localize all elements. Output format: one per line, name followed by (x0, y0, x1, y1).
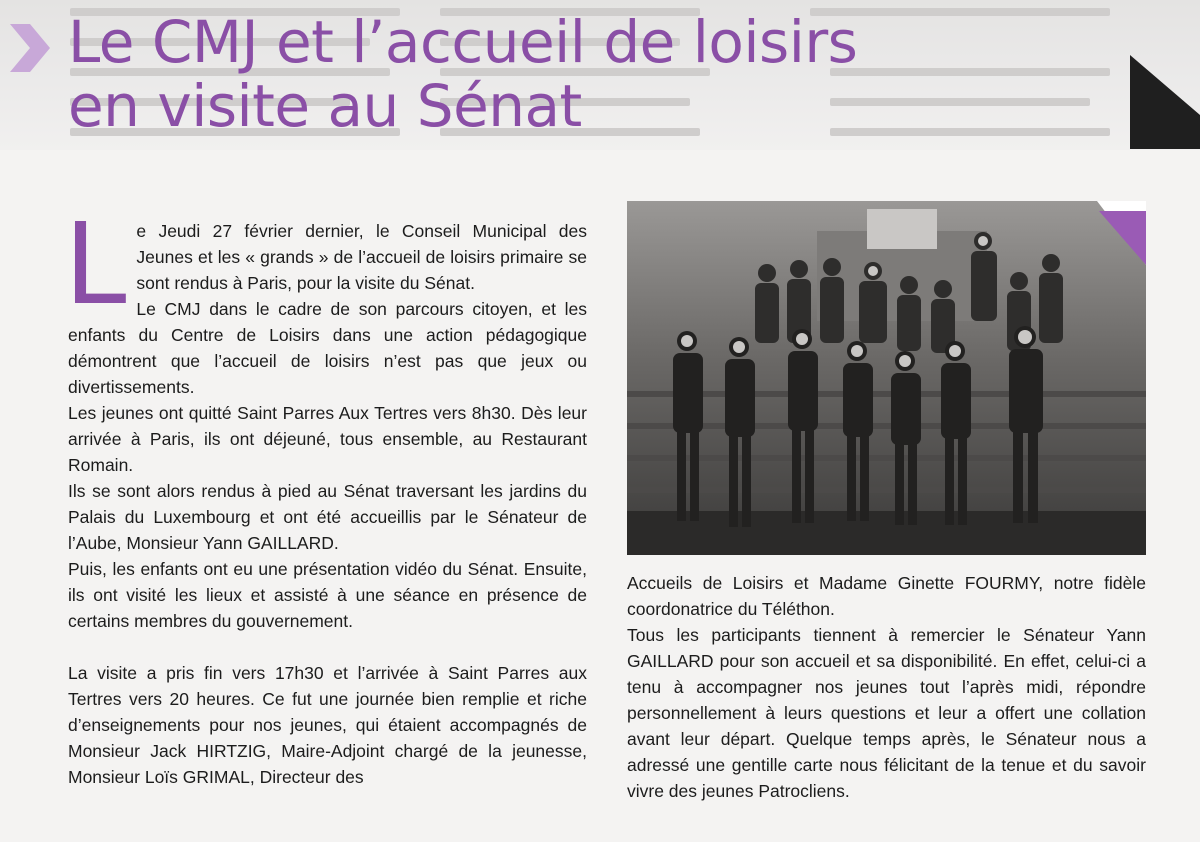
article-title (68, 10, 857, 138)
paragraph-gap (68, 634, 587, 660)
title-line-1: Le CMJ et l’accueil de loisirs (68, 8, 858, 76)
paragraph-4: Ils se sont alors rendus à pied au Sénat traversant les jardins du Palais du Luxembourg et ont été accueillis par le Sénateur de l’Aube, Monsieur Yann GAILLARD. (68, 481, 587, 553)
paragraph-3: Les jeunes ont quitté Saint Parres Aux Tertres vers 8h30. Dès leur arrivée à Paris, ils ont déjeuné, tous ensemble, au Restaurant Romain. (68, 403, 587, 475)
chevron-icon (10, 20, 50, 76)
paragraph-6: La visite a pris fin vers 17h30 et l’arrivée à Saint Parres aux Tertres vers 20 heures. Ce fut une journée bien remplie et riche d’enseignements pour nos jeunes, qui étaient accompagnés de Monsieur Jack HIRTZIG, Maire-Adjoint chargé de la jeunesse, Monsieur Loïs GRIMAL, Directeur des (68, 663, 587, 787)
corner-triangle-icon (1130, 55, 1200, 149)
paragraph-5: Puis, les enfants ont eu une présentation vidéo du Sénat. Ensuite, ils ont visité les lieux et assisté à une séance en présence de certains membres du gouvernement. (68, 559, 587, 631)
article-left-column (64, 200, 587, 790)
group-photo (627, 201, 1146, 555)
paragraph-1: e Jeudi 27 février dernier, le Conseil Municipal des Jeunes et les « grands » de l’accueil de loisirs primaire se sont rendus à Paris, pour la visite du Sénat. (136, 221, 587, 293)
paragraph-8: Tous les participants tiennent à remercier le Sénateur Yann GAILLARD pour son accueil et sa disponibilité. En effet, celui-ci a tenu à accompagner nos jeunes tout l’après midi, répondre personnellement à leurs questions et leur a offert une collation avant leur départ. Quelque temps après, le Sénateur nous a adressé une gentille carte nous félicitant de la tenue et du savoir vivre des jeunes Patrocliens. (627, 625, 1146, 801)
paragraph-7: Accueils de Loisirs et Madame Ginette FOURMY, notre fidèle coordonatrice du Téléthon. (627, 573, 1146, 619)
article-right-column (627, 570, 1146, 804)
paragraph-2: Le CMJ dans le cadre de son parcours citoyen, et les enfants du Centre de Loisirs dans une action pédagogique démontrent que l’accueil de loisirs n’est pas que jeux ou divertissements. (68, 299, 587, 397)
group-photo-illustration (627, 201, 1146, 555)
drop-cap: L (64, 200, 127, 330)
title-line-2: en visite au Sénat (68, 72, 582, 140)
